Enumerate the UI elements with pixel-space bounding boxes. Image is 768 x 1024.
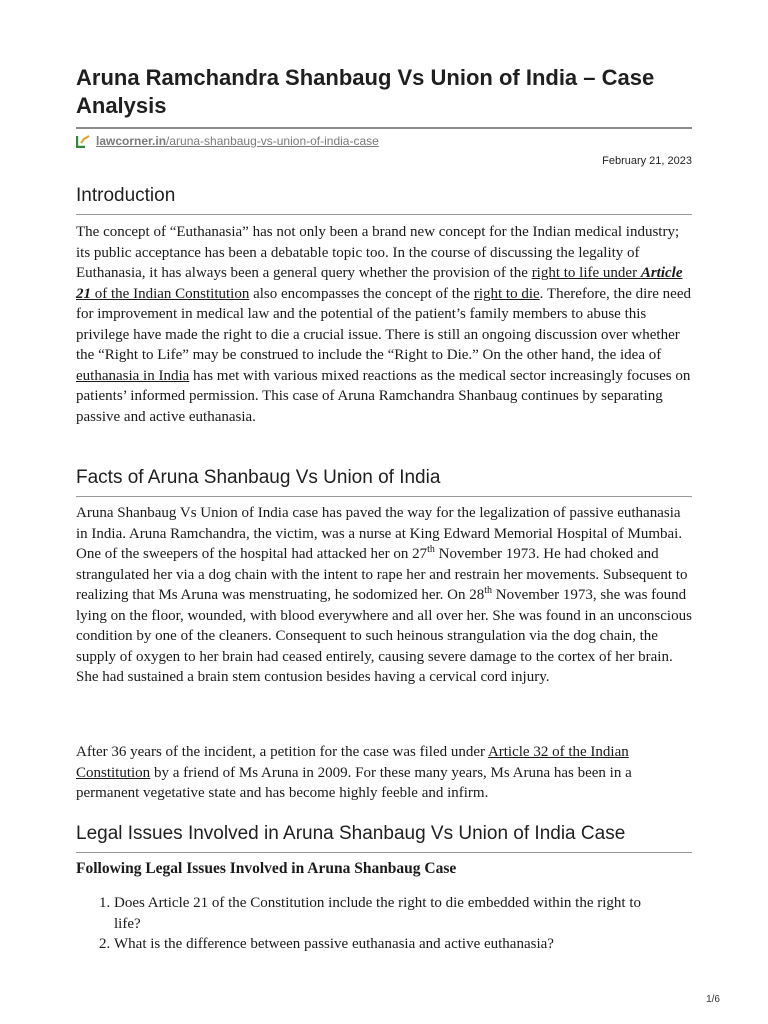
link-euthanasia-in-india[interactable]: euthanasia in India [76,367,190,384]
intro-text-4: has met with various mixed reactions as the medical sector increasingly focuses on patients’ informed permission. This case of Aruna Ramchandra Shanbaug continues by separating passive and active euthanasia. [76,367,691,425]
facts-text-4: After 36 years of the incident, a petition for the case was filed under [76,744,488,760]
title-divider [76,127,692,129]
facts-text-3: November 1973, she was found lying on the floor, wounded, with blood everywhere and all over her. She was found in an unconscious condition by one of the cleaners. Consequent to such heinous strangulation via the dog chain, the supply of oxygen to her brain had ceased entirely, causing severe damage to the cortex of her brain. She had sustained a brain stem contusion besides having a cervical cord injury. [76,587,692,685]
intro-text-1: The concept of “Euthanasia” has not only been a brand new concept for the Indian medical industry; its public acceptance has been a debatable topic too. In the course of discussing the legality of Euthanasia, it has always been a general query whether the provision of the [76,224,680,281]
link-text-article-21: Article 21 [76,265,683,302]
lawcorner-logo-icon [76,134,90,148]
ordinal-suffix: th [484,585,493,596]
link-text-a: right to life under [531,265,641,281]
source-link-row [76,133,379,149]
list-item: 1. Does Article 21 of the Constitution include the right to die embedded within the right to life? [114,893,692,934]
facts-text-1: Aruna Shanbaug Vs Union of India case has paved the way for the legalization of passive euthanasia in India. Aruna Ramchandra, the victim, was a nurse at King Edward Memorial Hospital of Mumbai. One of the sweepers of the hospital had attacked her on 27 [76,505,683,562]
page-number: 1/6 [706,994,720,1005]
list-item: 2. What is the difference between passive euthanasia and active euthanasia? [114,934,692,955]
section-heading-introduction: Introduction [76,184,692,215]
source-path: /aruna-shanbaug-vs-union-of-india-case [166,134,379,148]
link-right-to-die[interactable]: right to die [473,285,540,302]
legal-issues-list [76,893,692,955]
publish-date: February 21, 2023 [602,155,692,167]
page-title: Aruna Ramchandra Shanbaug Vs Union of India – Case Analysis [76,65,655,118]
intro-text-3: . Therefore, the dire need for improvement in medical law and the potential of the patient’s family members to abuse this privilege have made the right to die a crucial issue. There is still an ongoing discussion over whether the “Right to Life” may be construed to include the “Right to Die.” On the other hand, the idea of [76,285,691,363]
link-text-c: of the Indian Constitution [91,285,250,302]
facts-text-2: November 1973. He had choked and strangulated her via a dog chain with the intent to rape her and restrain her movements. Subsequent to realizing that Ms Aruna was menstruating, he sodomized her. On 28 [76,546,688,603]
section-heading-facts: Facts of Aruna Shanbaug Vs Union of India [76,466,692,497]
source-domain: lawcorner.in [96,134,167,148]
source-url-link[interactable] [96,134,379,148]
intro-text-2: also encompasses the concept of the [249,285,474,302]
link-article-32[interactable]: Article 32 of the Indian Constitution [76,744,629,781]
section-heading-legal-issues: Legal Issues Involved in Aruna Shanbaug Vs Union of India Case [76,822,692,853]
facts-paragraph-1 [76,503,692,688]
facts-text-5: by a friend of Ms Aruna in 2009. For these many years, Ms Aruna has been in a permanent vegetative state and has become highly feeble and infirm. [76,764,632,801]
facts-paragraph-2 [76,742,692,804]
ordinal-suffix: th [427,544,435,555]
legal-issues-subheading: Following Legal Issues Involved in Aruna Shanbaug Case [76,860,457,877]
introduction-paragraph [76,222,692,427]
